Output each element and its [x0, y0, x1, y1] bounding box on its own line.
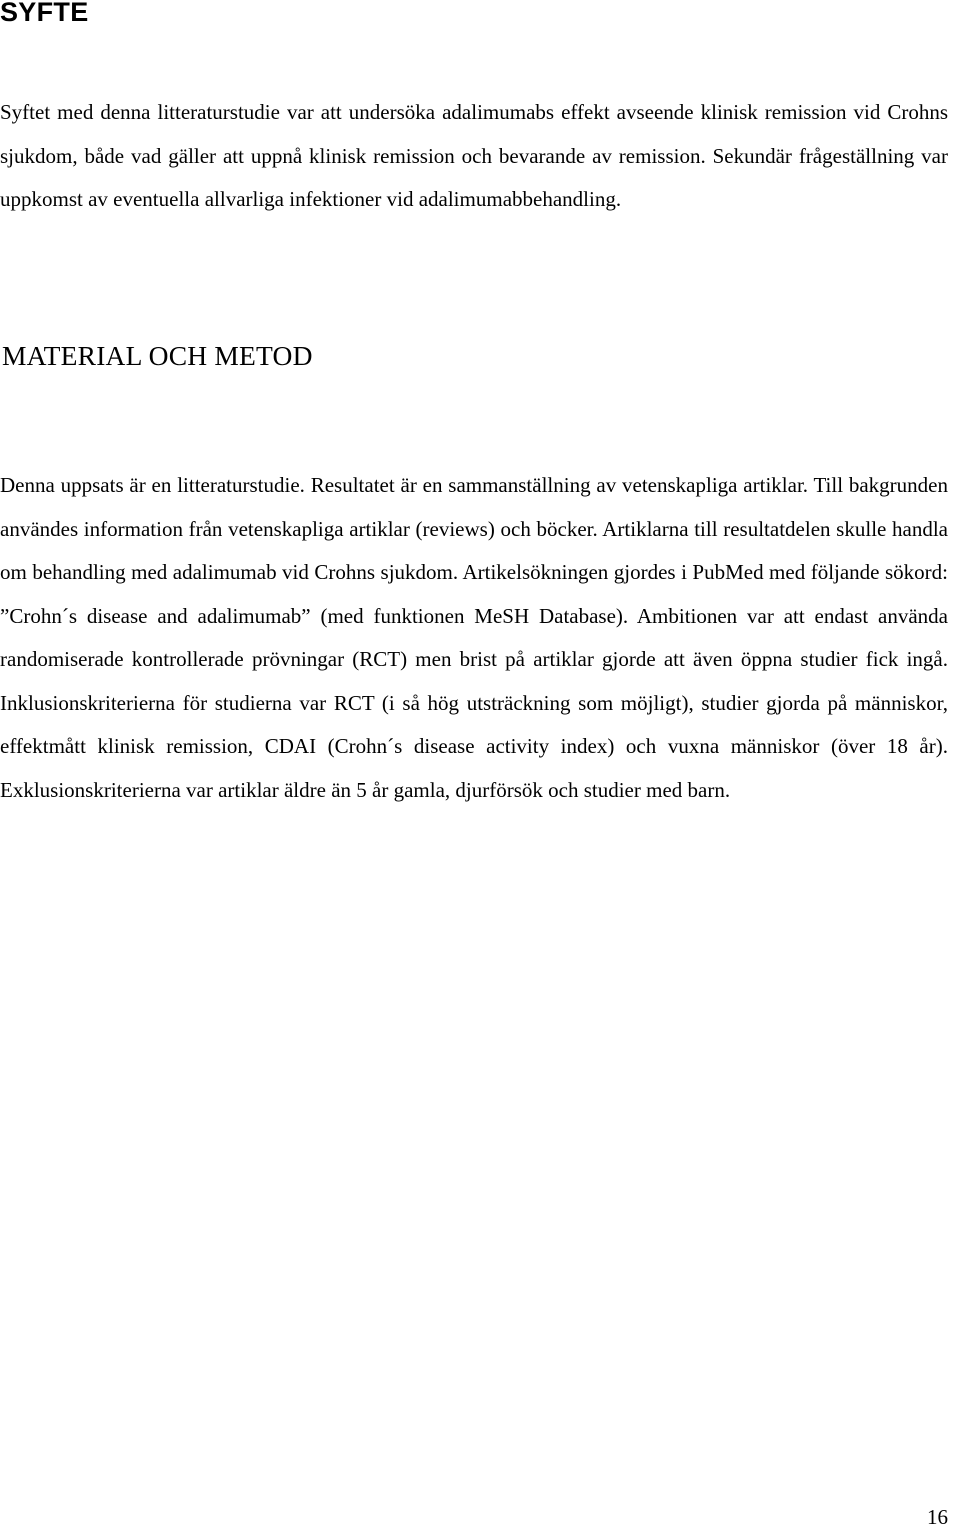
syfte-paragraph: Syftet med denna litteraturstudie var att undersöka adalimumabs effekt avseende klinisk remission vid Crohns sjukdom, både vad gäller att uppnå klinisk remission och bevarande av remission. Sekundär frågeställning var uppkomst av eventuella allvarliga infektioner vid adalimumabbehandling. [0, 100, 948, 211]
page-number: 16 [927, 1505, 948, 1529]
section-heading-syfte: SYFTE [0, 0, 89, 27]
method-paragraph: Denna uppsats är en litteraturstudie. Resultatet är en sammanställning av vetenskapliga artiklar. Till bakgrunden användes information från vetenskapliga artiklar (reviews) och böcker. Artiklarna till resultatdelen skulle handla om behandling med adalimumab vid Crohns sjukdom. Artikelsökningen gjordes i PubMed med följande sökord: ”Crohn´s disease and adalimumab” (med funktionen MeSH Database). Ambitionen var att endast använda randomiserade kontrollerade prövningar (RCT) men brist på artiklar gjorde att även öppna studier fick ingå. Inklusionskriterierna för studierna var RCT (i så hög utsträckning som möjligt), studier gjorda på människor, effektmått klinisk remission, CDAI (Crohn´s disease activity index) och vuxna människor (över 18 år). Exklusionskriterierna var artiklar äldre än 5 år gamla, djurförsök och studier med barn. [0, 473, 948, 802]
section-heading-material-och-metod: MATERIAL OCH METOD [2, 340, 313, 371]
